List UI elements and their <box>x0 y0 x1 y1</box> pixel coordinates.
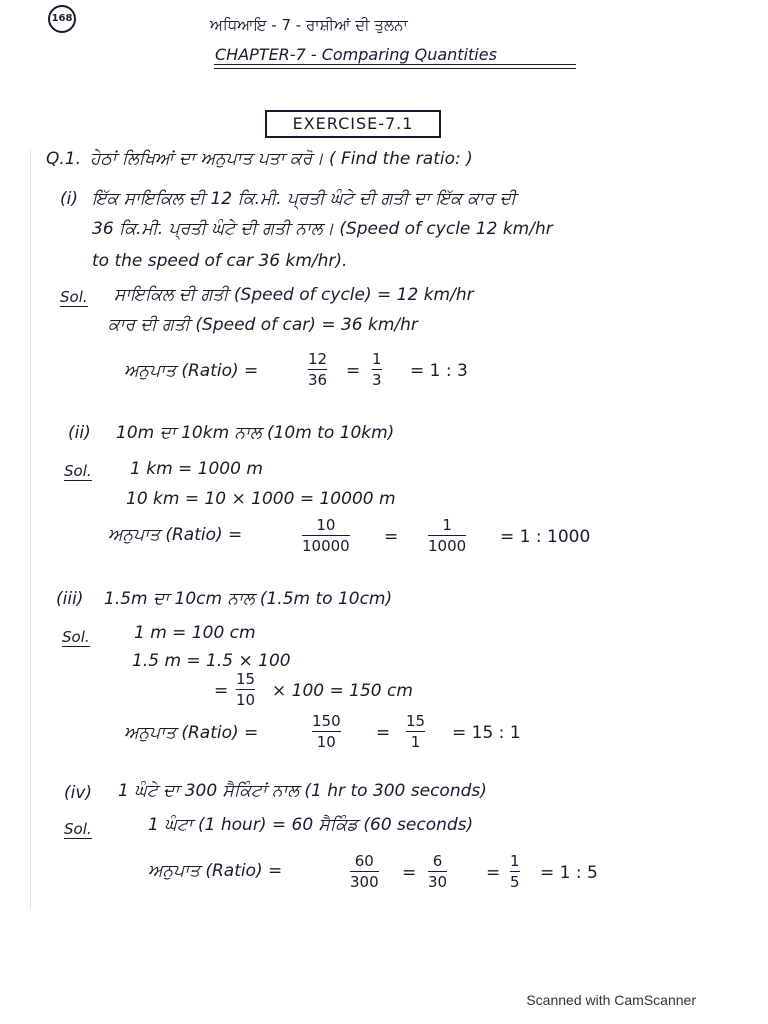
numerator: 10 <box>316 516 336 534</box>
part-line: 10m ਦਾ 10km ਨਾਲ (10m to 10km) <box>116 423 395 443</box>
ratio-label: ਅਨੁਪਾਤ (Ratio) = <box>148 861 283 881</box>
part-label: (ii) <box>68 423 91 443</box>
solution-line: 1 km = 1000 m <box>130 459 263 479</box>
denominator: 300 <box>350 873 379 891</box>
calculation-step: × 100 = 150 cm <box>272 681 413 701</box>
part-line: to the speed of car 36 km/hr). <box>92 251 348 271</box>
equals-sign: = <box>384 527 399 547</box>
solution-line: ਕਾਰ ਦੀ ਗਤੀ (Speed of car) = 36 km/hr <box>108 315 418 335</box>
ratio-result: = 15 : 1 <box>452 723 521 743</box>
chapter-title-punjabi: ਅਧਿਆਇ - 7 - ਰਾਸ਼ੀਆਂ ਦੀ ਤੁਲਨਾ <box>210 16 408 34</box>
denominator: 3 <box>372 371 382 389</box>
denominator: 10 <box>236 691 256 709</box>
page-number: 168 <box>48 5 76 33</box>
fraction <box>312 712 341 751</box>
solution-label: Sol. <box>60 288 88 306</box>
question-text: ਹੇਠਾਂ ਲਿਖਿਆਂ ਦਾ ਅਨੁਪਾਤ ਪਤਾ ਕਰੋ। ( Find the ratio: ) <box>90 149 473 169</box>
denominator: 10 <box>316 733 336 751</box>
numerator: 60 <box>354 852 374 870</box>
denominator: 1 <box>410 733 421 751</box>
solution-line: 1 m = 100 cm <box>134 623 256 643</box>
fraction <box>236 670 255 709</box>
margin-line <box>30 150 31 910</box>
denominator: 5 <box>510 873 520 891</box>
title-underline <box>214 64 576 65</box>
solution-label: Sol. <box>64 462 92 480</box>
numerator: 1 <box>372 350 382 368</box>
scanner-watermark: Scanned with CamScanner <box>526 992 696 1008</box>
part-label: (i) <box>60 189 78 209</box>
denominator: 1000 <box>428 537 467 555</box>
ratio-result: = 1 : 1000 <box>500 527 591 547</box>
denominator: 30 <box>428 873 448 891</box>
exercise-title: EXERCISE-7.1 <box>265 110 441 138</box>
solution-label: Sol. <box>64 820 92 838</box>
part-label: (iii) <box>56 589 84 609</box>
part-label: (iv) <box>64 783 93 803</box>
solution-line: 1.5 m = 1.5 × 100 <box>132 651 291 671</box>
fraction <box>302 516 350 555</box>
fraction <box>372 350 382 389</box>
chapter-title-english: CHAPTER-7 - Comparing Quantities <box>215 45 497 64</box>
numerator: 12 <box>308 350 328 368</box>
ratio-result: = 1 : 3 <box>410 361 468 381</box>
equals-sign: = <box>376 723 391 743</box>
fraction <box>350 852 379 891</box>
part-line: 1.5m ਦਾ 10cm ਨਾਲ (1.5m to 10cm) <box>104 589 393 609</box>
solution-line: 10 km = 10 × 1000 = 10000 m <box>126 489 396 509</box>
denominator: 10000 <box>302 537 350 555</box>
numerator: 15 <box>406 712 426 730</box>
denominator: 36 <box>308 371 328 389</box>
ratio-label: ਅਨੁਪਾਤ (Ratio) = <box>124 723 259 743</box>
part-line: 1 ਘੰਟੇ ਦਾ 300 ਸੈਕਿੰਟਾਂ ਨਾਲ (1 hr to 300 seconds) <box>118 781 487 801</box>
question-number: Q.1. <box>46 149 82 169</box>
equals-sign: = <box>214 681 229 701</box>
fraction <box>428 852 447 891</box>
title-underline <box>214 68 576 69</box>
ratio-result: = 1 : 5 <box>540 863 598 883</box>
ratio-label: ਅਨੁਪਾਤ (Ratio) = <box>124 361 259 381</box>
numerator: 6 <box>432 852 443 870</box>
fraction <box>428 516 466 555</box>
equals-sign: = <box>346 361 361 381</box>
solution-line: ਸਾਇਕਿਲ ਦੀ ਗਤੀ (Speed of cycle) = 12 km/hr <box>114 285 474 305</box>
numerator: 1 <box>510 852 520 870</box>
part-line: ਇੱਕ ਸਾਇਕਿਲ ਦੀ 12 ਕਿ.ਮੀ. ਪ੍ਰਤੀ ਘੰਟੇ ਦੀ ਗਤੀ ਦਾ ਇੱਕ ਕਾਰ ਦੀ <box>92 189 517 209</box>
numerator: 15 <box>236 670 256 688</box>
equals-sign: = <box>486 863 501 883</box>
fraction <box>406 712 425 751</box>
solution-label: Sol. <box>62 628 90 646</box>
fraction <box>510 852 520 891</box>
fraction <box>308 350 327 389</box>
solution-line: 1 ਘੰਟਾ (1 hour) = 60 ਸੈਕਿੰਡ (60 seconds) <box>148 815 474 835</box>
numerator: 1 <box>442 516 452 534</box>
part-line: 36 ਕਿ.ਮੀ. ਪ੍ਰਤੀ ਘੰਟੇ ਦੀ ਗਤੀ ਨਾਲ। (Speed of cycle 12 km/hr <box>92 219 553 239</box>
ratio-label: ਅਨੁਪਾਤ (Ratio) = <box>108 525 243 545</box>
equals-sign: = <box>402 863 417 883</box>
numerator: 150 <box>312 712 341 730</box>
